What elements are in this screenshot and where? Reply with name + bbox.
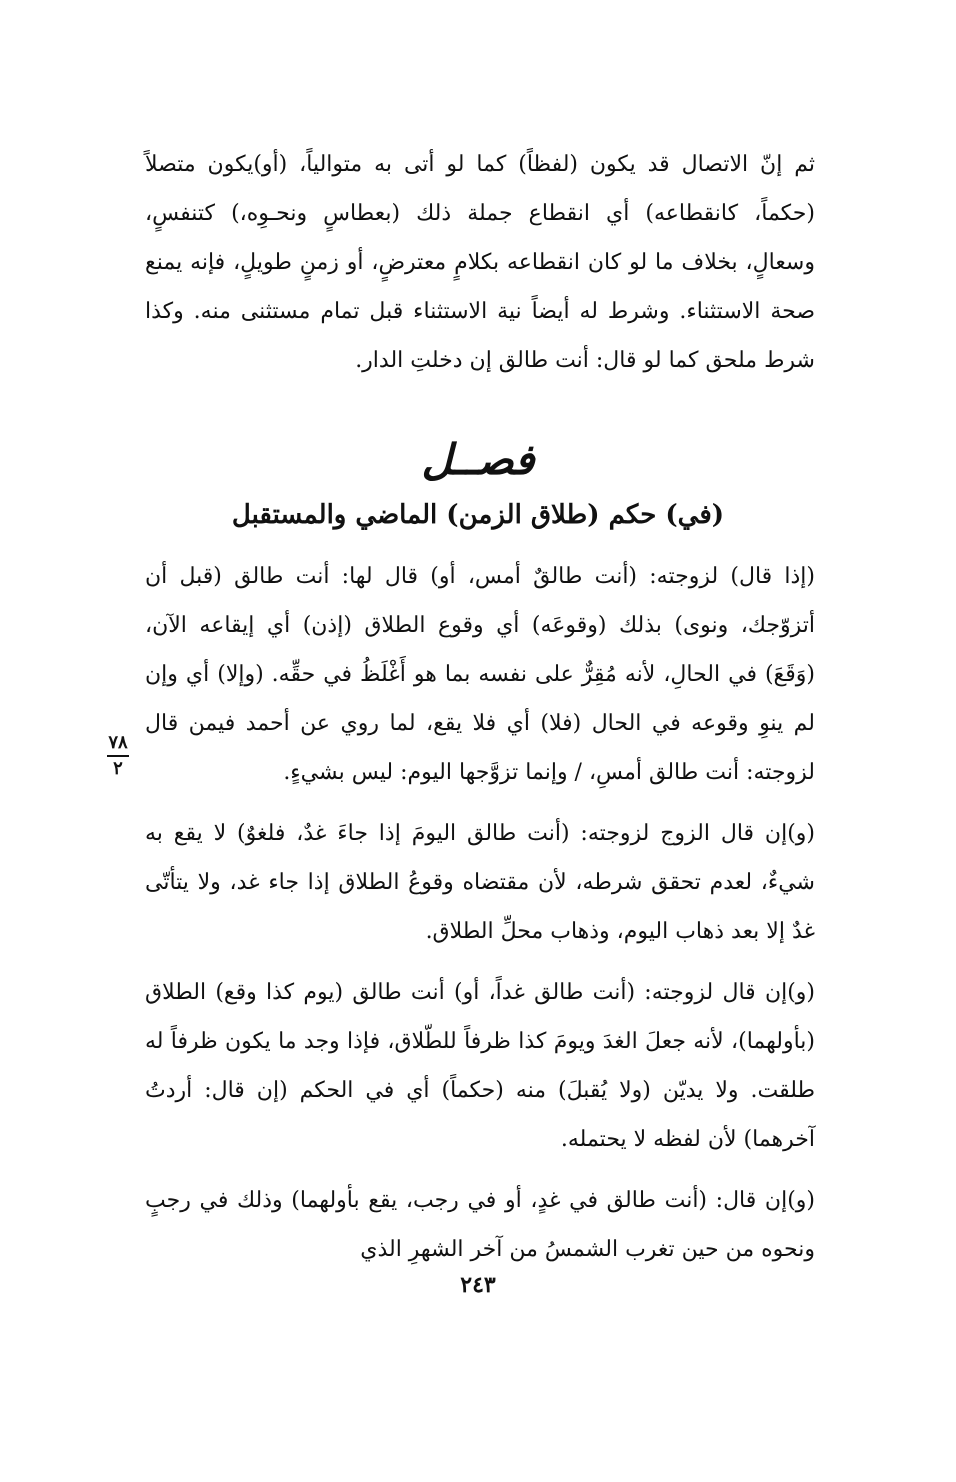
fraction-bar [107,755,129,757]
section-heading: (في) حكم (طلاق الزمن) الماضي والمستقبل [231,500,725,530]
section-word: فصــل [421,435,535,484]
paragraph: (إذا قال) لزوجته: (أنت طالقٌ أمس، أو) قال لها: أنت طالق (قبل أن أتزوّجك، ونوى) بذلك (وقوعَه) أي وقوع الطلاق (إذن) أي إيقاعه الآن، (وَقَعَ) في الحالِ، لأنه مُقِرٌّ على نفسه بما هو أَغْلَظُ في حقِّه. (وإلا) أي وإن لم ينوِ وقوعه في الحال (فلا) أي فلا يقع، لما روي عن أحمد فيمن قال لزوجته: أنت طالق أمسِ، / وإنما تزوَّجها اليوم: ليس بشيءٍ. [145,564,815,785]
margin-reference-top: ٧٨ [108,732,128,753]
paragraph: (و)إن قال: (أنت طالق في غدٍ، أو في رجب، يقع بأولهما) وذلك في رجبٍ ونحوه من حين تغرب الشمسُ من آخر الشهرِ الذي [145,1188,815,1262]
paragraph: (و)إن قال الزوج لزوجته: (أنت طالق اليومَ إذا جاءَ غدٌ، فلغوٌ) لا يقع به شيءٌ، لعدم تحقق شرطه، لأن مقتضاه وقوعُ الطلاق إذا جاء غد، ولا يتأتّى غدٌ إلا بعد ذهاب اليوم، وذهاب محلِّ الطلاق. [145,821,815,944]
paragraph: (و)إن قال لزوجته: (أنت طالق غداً، أو) أنت طالق (يوم كذا وقع) الطلاق (بأولهما)، لأنه جعلَ الغدَ ويومَ كذا ظرفاً للطّلاق، فإذا وجد ما يكون ظرفاً له طلقت. ولا يديّن (ولا يُقبلَ) منه (حكماً) أي في الحكم (إن قال: أردتُ آخرهما) لأن لفظه لا يحتمله. [145,980,815,1152]
margin-reference-bottom: ٢ [113,758,123,779]
page-number: ٢٤٣ [460,1272,496,1298]
opening-text-block [145,140,815,385]
paragraph: ثم إنّ الاتصال قد يكون (لفظاً) كما لو أتى به متوالياً، (أو)يكون متصلاً (حكماً، كانقطاعه) أي انقطاع جملة ذلك (بعطاسٍ ونحـوِه،) كتنفسٍ، وسعالٍ، بخلاف ما لو كان انقطاعه بكلامٍ معترضٍ، أو زمنٍ طويلٍ، فإنه يمنع صحة الاستثناء. وشرط له أيضاً نية الاستثناء قبل تمام مستثنى منه. وكذا شرط ملحق كما لو قال: أنت طالق إن دخلتِ الدار. [145,152,815,373]
margin-page-reference [100,734,136,778]
main-text-block [145,552,815,1274]
